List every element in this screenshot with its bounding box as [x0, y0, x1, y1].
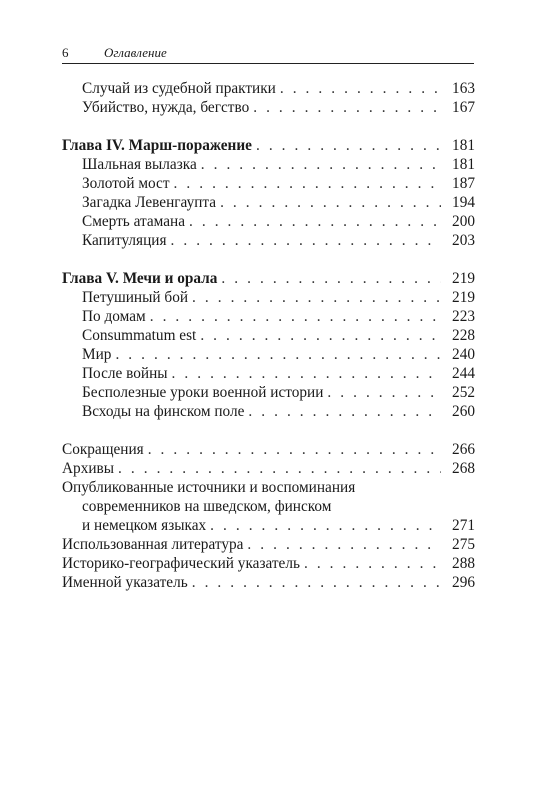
toc-entry-label: Убийство, нужда, бегство [82, 99, 250, 116]
toc-entry-label: Бесполезные уроки военной истории [82, 384, 324, 401]
dot-leader [111, 345, 441, 364]
toc-entry [62, 573, 475, 592]
toc-entry-label: Архивы [62, 460, 115, 477]
toc-entry [62, 459, 475, 478]
toc-entry-label: По домам [82, 308, 146, 325]
toc-chapter [62, 136, 475, 155]
toc-entry-label: Использованная литература [62, 536, 244, 553]
toc-entry [82, 79, 475, 98]
dot-leader [196, 326, 441, 345]
toc-entry-page: 268 [452, 460, 475, 477]
toc-entry [82, 364, 475, 383]
dot-leader [188, 573, 441, 592]
toc-entry-page: 223 [452, 308, 475, 325]
toc-entry-page: 187 [452, 175, 475, 192]
toc-entry-label: Шальная вылазка [82, 156, 197, 173]
dot-leader [216, 193, 441, 212]
toc-entry [82, 193, 475, 212]
toc-entry-page: 252 [452, 384, 475, 401]
toc-entry-page: 271 [452, 517, 475, 534]
toc-entry-page: 219 [452, 289, 475, 306]
toc-entry [62, 554, 475, 573]
dot-leader [197, 155, 441, 174]
dot-leader [276, 79, 441, 98]
toc-entry-page: 200 [452, 213, 475, 230]
page-header [62, 43, 474, 64]
dot-leader [170, 174, 441, 193]
toc-entry [82, 345, 475, 364]
dot-leader [243, 535, 441, 554]
dot-leader [217, 269, 441, 288]
toc-entry-label: Петушиный бой [82, 289, 189, 306]
toc-entry [82, 155, 475, 174]
toc-entry-page: 296 [452, 574, 475, 591]
toc-entry-label: Именной указатель [62, 574, 188, 591]
toc-entry-page: 194 [452, 194, 475, 211]
dot-leader [146, 307, 441, 326]
toc-entry-label: и немецком языках [82, 517, 207, 534]
dot-leader [252, 136, 441, 155]
toc-entry [82, 326, 475, 345]
toc-entry-label: Историко-географический указатель [62, 555, 300, 572]
dot-leader [185, 212, 441, 231]
toc-entry-page: 203 [452, 232, 475, 249]
toc-entry-page: 244 [452, 365, 475, 382]
toc-entry-label: Смерть атамана [82, 213, 185, 230]
toc-entry-page: 228 [452, 327, 475, 344]
toc-entry-page: 181 [452, 137, 475, 154]
toc-entry [82, 307, 475, 326]
toc-entry-page: 219 [452, 270, 475, 287]
toc-chapter-label: Глава IV. Марш-поражение [62, 137, 252, 154]
toc-entry-line: Опубликованные источники и воспоминания [62, 479, 356, 496]
toc-entry [82, 288, 475, 307]
running-title: Оглавление [104, 45, 167, 60]
toc-entry-label: Consummatum est [82, 327, 197, 344]
toc-entry-label: Случай из судебной практики [82, 80, 276, 97]
toc-entry [62, 535, 475, 554]
dot-leader [144, 440, 441, 459]
toc-entry-page: 163 [452, 80, 475, 97]
dot-leader [249, 98, 441, 117]
toc-entry [82, 174, 475, 193]
dot-leader [188, 288, 441, 307]
toc-entry-label: Всходы на финском поле [82, 403, 245, 420]
toc-entry [82, 516, 475, 535]
dot-leader [206, 516, 441, 535]
dot-leader [168, 364, 441, 383]
toc-entry-page: 240 [452, 346, 475, 363]
toc-entry [62, 440, 475, 459]
toc-entry-label: После войны [82, 365, 168, 382]
toc-entry [82, 98, 475, 117]
toc-entry-label: Загадка Левенгаупта [82, 194, 217, 211]
toc-entry-page: 275 [452, 536, 475, 553]
toc-entry [82, 402, 475, 421]
toc-entry-label: Капитуляция [82, 232, 167, 249]
dot-leader [244, 402, 441, 421]
toc-entry-page: 181 [452, 156, 475, 173]
toc-chapter [62, 269, 475, 288]
dot-leader [114, 459, 441, 478]
toc-entry-label: Мир [82, 346, 112, 363]
toc-entry-label: Сокращения [62, 441, 144, 458]
toc-entry-label: Золотой мост [82, 175, 170, 192]
dot-leader [323, 383, 441, 402]
toc-entry [82, 231, 475, 250]
toc-entry-page: 266 [452, 441, 475, 458]
toc-chapter-label: Глава V. Мечи и орала [62, 270, 218, 287]
dot-leader [300, 554, 441, 573]
dot-leader [167, 231, 442, 250]
toc-entry [82, 212, 475, 231]
toc-entry-page: 260 [452, 403, 475, 420]
toc-entry [82, 383, 475, 402]
toc-entry-line: современников на шведском, финском [82, 498, 332, 515]
page-number: 6 [62, 45, 69, 60]
toc-entry-page: 288 [452, 555, 475, 572]
toc-entry-page: 167 [452, 99, 475, 116]
